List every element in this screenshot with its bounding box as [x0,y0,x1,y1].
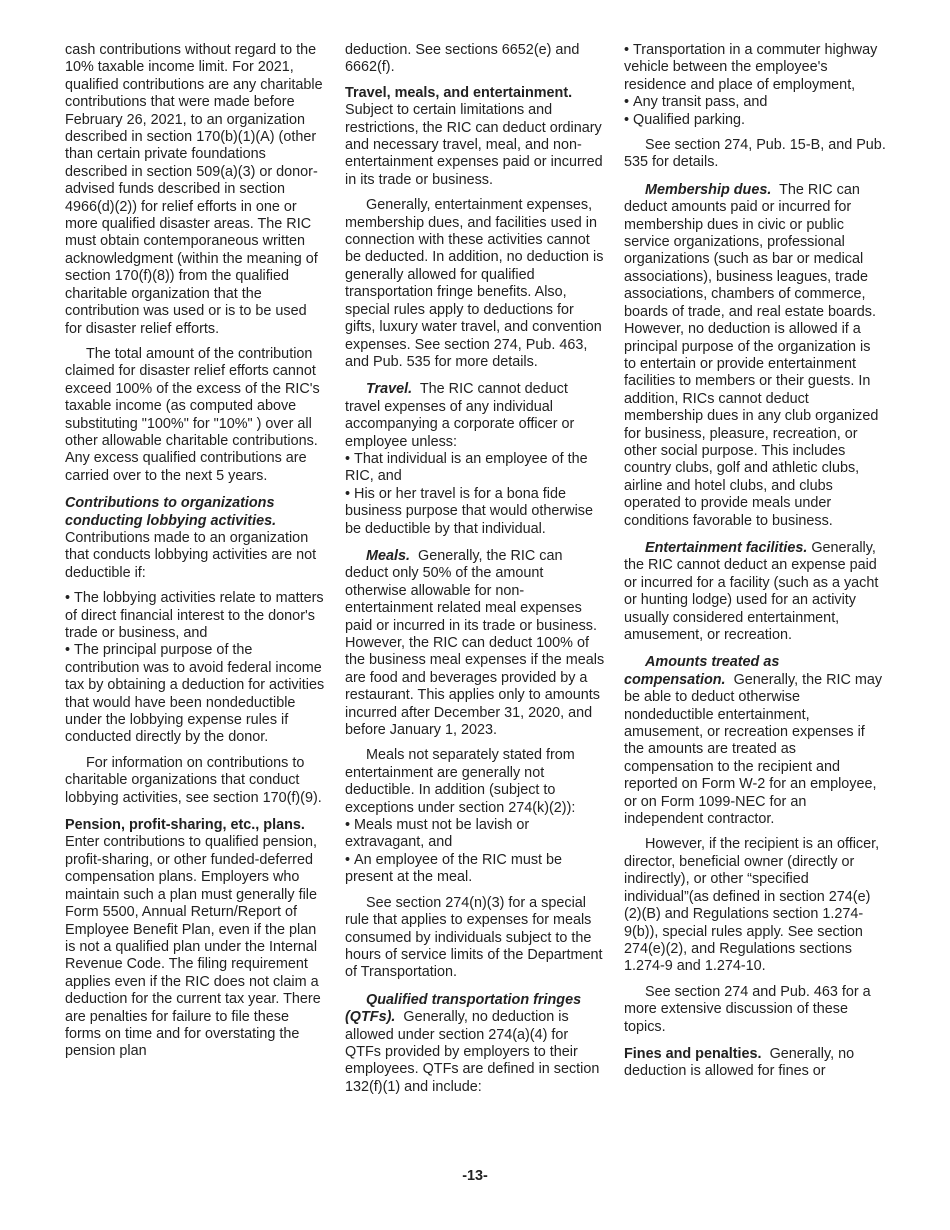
fines-section [624,1046,886,1081]
disaster-contributions-text: cash contributions without regard to the 10% taxable income limit. For 2021, qualified contributions are any charitable contributions that were made before February 26, 2021, to an organization described in section 170(b)(1)(A) (other than certain private foundations described in section 509(a)(3) or donor-advised funds described in section 4966(d)(2)) for relief efforts in one or more qualified disaster areas. The RIC must obtain contemporaneous written acknowledgment (within the meaning of section 170(f)(8)) from the qualified charitable organization that the contribution was used or is to be used for disaster relief efforts. [65,42,323,337]
qtf-see-text: See section 274, Pub. 15-B, and Pub. 535 for details. [624,137,886,171]
pension-section [65,817,327,1061]
meals-text: Generally, the RIC can deduct only 50% of the amount otherwise allowable for non-entertainment related meal expenses paid or incurred in its trade or business. However, the RIC can deduct 100% of the business meal expenses if the meals are food and beverages provided by a restaurant. This applies only to amounts incurred after December 31, 2020, and before January 1, 2023. [345,547,605,739]
membership-text: The RIC can deduct amounts paid or incurred for membership dues in civic or public service organizations, professional organizations (such as bar or medical associations), business leagues, trade associations, chambers of commerce, boards of trade, and real estate boards. However, no deduction is allowed if a principal purpose of the organization is to entertain or provide entertainment facilities to members or their guests. In addition, RICs cannot deduct membership dues in any club organized for business, pleasure, recreation, or other social purpose. This includes country clubs, golf and athletic clubs, airline and hotel clubs, and clubs operated to provide meals under conditions favorable to business. [624,181,879,529]
travel-section [345,85,607,189]
meals-see-text: See section 274(n)(3) for a special rule that applies to expenses for meals consumed by individuals subject to the hours of service limits of the Department of Transportation. [345,894,603,981]
travel-subsection [345,381,607,451]
fines-text: Generally, no deduction is allowed for fines or [624,1045,855,1080]
disaster-limit-text: The total amount of the contribution claimed for disaster relief efforts cannot exceed 100% of the excess of the RIC's taxable income (as computed above substituting "100%" for "10%" ) over all other allowable charitable contributions. Any excess qualified contributions are carried over to the next 5 years. [65,345,320,484]
page-number: -13- [462,1168,488,1184]
pension-heading: Pension, profit-sharing, etc., plans. [65,817,305,834]
bullet-icon: • [624,111,630,128]
membership-subheading: Membership dues. [645,181,772,198]
bullet-icon: • [345,450,351,467]
however-text: However, if the recipient is an officer, director, beneficial owner (directly or indirectly), or other “specified individual”(as defined in section 274(e)(2)(B) and Regulations section 1.274-9(b)), special rules apply. See section 274(e)(2), and Regulations sections 1.274-9 and 1.274-10. [624,836,880,975]
bullet-item: • Any transit pass, and [624,94,768,111]
bullet-item: • The lobbying activities relate to matters of direct financial interest to the donor's trade or business, and [65,590,324,641]
bullet-icon: • [345,817,351,834]
deduction-continuation: deduction. See sections 6652(e) and 6662(f). [345,42,580,76]
membership-subsection [624,182,886,530]
bullet-item: • Qualified parking. [624,111,746,128]
meals-not-stated-text: Meals not separately stated from entertainment are generally not deductible. In addition (subject to exceptions under section 274(k)(2)): [345,747,576,816]
lobbying-info-text: For information on contributions to charitable organizations that conduct lobbying activities, see section 170(f)(9). [65,754,322,806]
bullet-icon: • [345,851,351,868]
travel-sub-text: The RIC cannot deduct travel expenses of any individual accompanying a corporate officer or employee unless: [345,381,575,450]
meals-subsection [345,548,607,739]
bullet-item: • Meals must not be lavish or extravagant, and [345,817,530,851]
fines-heading: Fines and penalties. [624,1045,762,1062]
facilities-text: Generally, the RIC cannot deduct an expense paid or incurred for a facility (such as a yacht or hunting lodge) used for an activity usually considered entertainment, amusement, or recreation. [624,539,879,643]
bullet-item: • The principal purpose of the contribution was to avoid federal income tax by obtaining a deduction for activities that would have been nondeductible under the lobbying expense rules if conducted directly by the donor. [65,642,325,746]
lobbying-heading: Contributions to organizations conducting lobbying activities. [65,495,277,529]
bullet-item: • His or her travel is for a bona fide business purpose that would otherwise be deductible by that individual. [345,485,593,537]
qtf-subheading: Qualified transportation fringes (QTFs). [345,991,582,1026]
lobbying-section [65,495,327,582]
compensation-text: Generally, the RIC may be able to deduct otherwise nondeductible entertainment, amusement, or recreation expenses if the amounts are treated as compensation to the recipient and reported on Form W-2 for an employee, or on Form 1099-NEC for an independent contractor. [624,671,883,828]
bullet-item: • That individual is an employee of the RIC, and [345,450,588,485]
travel-text: Subject to certain limitations and restrictions, the RIC can deduct ordinary and necessary travel, meal, and non-entertainment expenses paid or incurred in its trade or business. [345,102,603,188]
travel-subheading: Travel. [366,381,413,398]
bullet-icon: • [345,485,351,502]
facilities-subheading: Entertainment facilities. [645,539,808,556]
bullet-icon: • [624,94,630,111]
lobbying-intro: Contributions made to an organization that conducts lobbying activities are not deductible if: [65,529,317,581]
bullet-item: • Transportation in a commuter highway vehicle between the employee's residence and place of employment, [624,42,878,93]
column-1 [65,42,327,1069]
bullet-icon: • [65,642,71,659]
bullet-icon: • [624,42,630,58]
qtf-subsection [345,992,607,1096]
entertainment-general-text: Generally, entertainment expenses, membership dues, and facilities used in connection with these activities cannot be deducted. In addition, no deduction is generally allowed for qualified transportation fringe benefits. Also, special rules apply to deductions for gifts, luxury water travel, and convention expenses. See section 274, Pub. 463, and Pub. 535 for more details. [345,197,604,370]
travel-heading: Travel, meals, and entertainment. [345,84,573,101]
compensation-subheading: Amounts treated as compensation. [624,654,780,688]
bullet-item: • An employee of the RIC must be present at the meal. [345,851,563,886]
bullet-icon: • [65,590,71,607]
qtf-text: Generally, no deduction is allowed under section 274(a)(4) for QTFs provided by employers to their employees. QTFs are defined in section 132(f)(1) and include: [345,1009,600,1095]
column-2 [345,42,607,1104]
meals-subheading: Meals. [366,547,410,564]
column-3 [624,42,886,1089]
compensation-subsection [624,654,886,828]
see-274-text: See section 274 and Pub. 463 for a more extensive discussion of these topics. [624,983,871,1035]
facilities-subsection [624,540,886,644]
pension-text: Enter contributions to qualified pension, profit-sharing, or other funded-deferred compensation plans. Employers who maintain such a plan must generally file Form 5500, Annual Return/Report of Employee Benefit Plan, even if the plan is not a qualified plan under the Internal Revenue Code. The filing requirement applies even if the RIC does not claim a deduction for the current tax year. There are penalties for failure to file these forms on time and for overstating the pension plan [65,834,321,1060]
